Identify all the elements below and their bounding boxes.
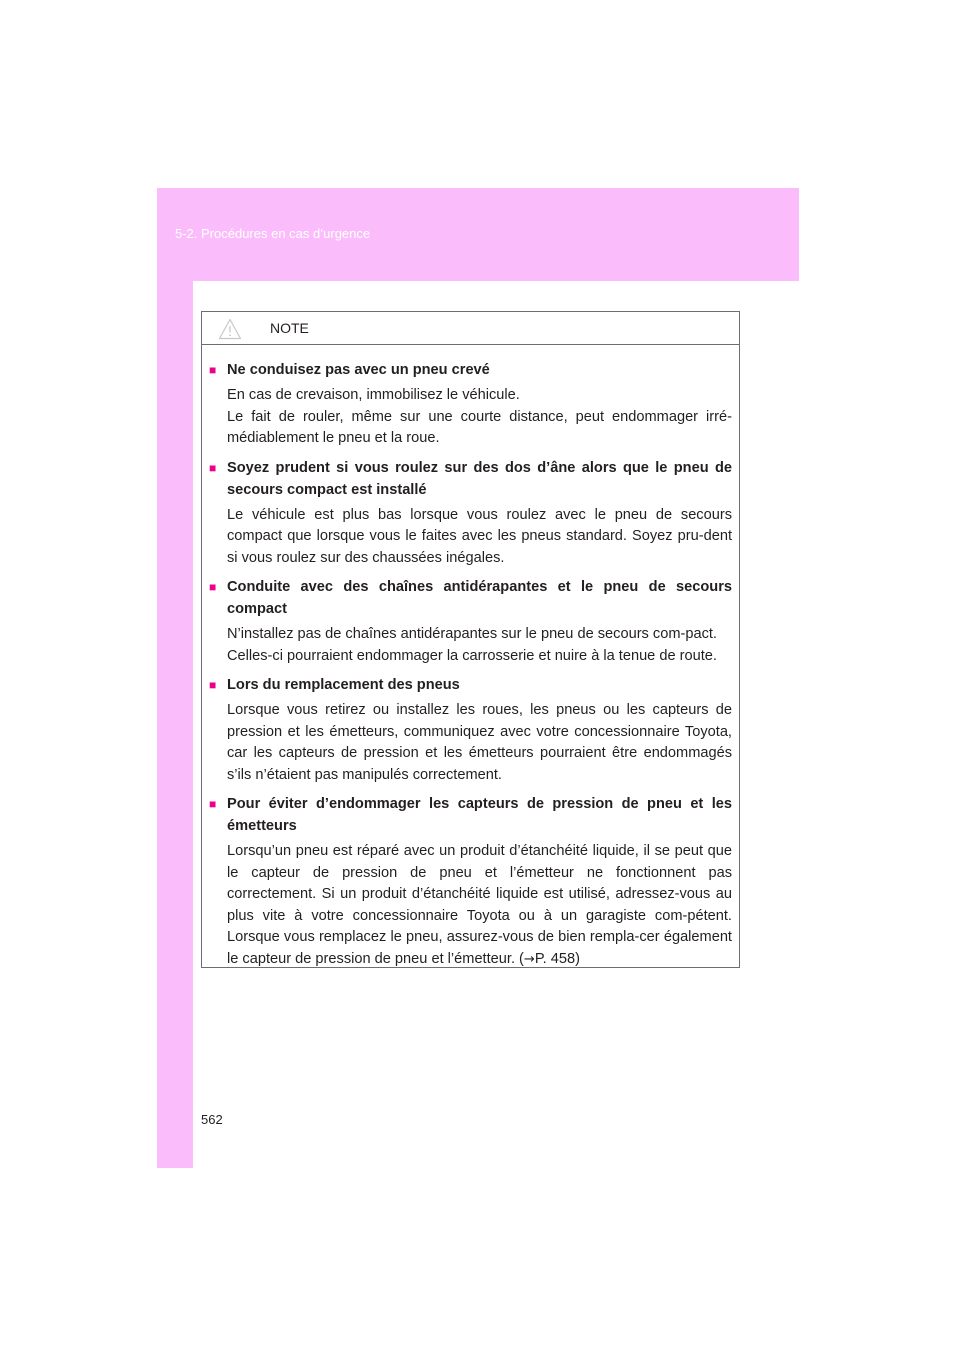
note-item-title: Ne conduisez pas avec un pneu crevé — [227, 362, 490, 378]
square-bullet-icon: ■ — [209, 460, 217, 475]
note-paragraph: Le fait de rouler, même sur une courte distance, peut endommager irré-médiablement le pneu et la roue. — [227, 408, 732, 446]
note-item-title: Soyez prudent si vous roulez sur des dos d’âne alors que le pneu de secours compact est installé — [227, 459, 732, 498]
square-bullet-icon: ■ — [209, 678, 217, 692]
page-number: 562 — [201, 1112, 223, 1127]
note-paragraph: Lorsque vous retirez ou installez les roues, les pneus ou les capteurs de pression et les émetteurs, communiquez avec votre concessionnaire Toyota, car les capteurs de pression et les émetteurs pourraient être endommagés s’ils n’étaient pas manipulés correctement. — [227, 702, 732, 783]
note-paragraph: Celles-ci pourraient endommager la carrosserie et nuire à la tenue de route. — [227, 647, 717, 664]
note-body — [202, 345, 739, 970]
note-box — [201, 311, 740, 968]
note-item — [209, 576, 732, 667]
note-item — [209, 793, 732, 970]
square-bullet-icon: ■ — [209, 797, 217, 811]
note-item — [209, 457, 732, 570]
note-paragraph: En cas de crevaison, immobilisez le véhicule. — [227, 387, 520, 403]
note-item-title: Conduite avec des chaînes antidérapantes et le pneu de secours compact — [227, 579, 732, 617]
note-header — [202, 312, 739, 345]
note-item-title: Lors du remplacement des pneus — [227, 677, 460, 693]
note-paragraph-text: Lorsqu’un pneu est réparé avec un produit d’étanchéité liquide, il se peut que le capteur de pression de pneu et l’émetteur ne fonctionnent pas correctement. Si un produit d’étanchéité liquide est utilisé, adressez-vous au plus vite à votre concessionnaire Toyota ou à un garagiste com-pétent. Lorsque vous remplacez le pneu, assurez-vous de bien rempla-cer également le capteur de pression de pneu et l’émetteur. ( — [227, 843, 732, 967]
arrow-right-icon: → — [523, 951, 535, 967]
warning-triangle-icon — [218, 318, 242, 340]
note-item — [209, 359, 732, 450]
note-item — [209, 674, 732, 786]
note-label: NOTE — [270, 320, 309, 336]
note-paragraph: Le véhicule est plus bas lorsque vous roulez avec le pneu de secours compact que lorsque vous le faites avec les pneus standard. Soyez pru-dent si vous roulez sur des chaussées inégales. — [227, 506, 732, 566]
page-reference-link[interactable]: P. 458) — [534, 950, 580, 967]
note-item-title: Pour éviter d’endommager les capteurs de pression de pneu et les émetteurs — [227, 796, 732, 834]
side-strip — [157, 281, 193, 1168]
square-bullet-icon: ■ — [209, 580, 217, 594]
square-bullet-icon: ■ — [209, 363, 217, 377]
section-title: 5-2. Procédures en cas d’urgence — [175, 226, 371, 241]
note-paragraph: N’installez pas de chaînes antidérapantes sur le pneu de secours com-pact. — [227, 626, 717, 642]
note-paragraph — [227, 841, 732, 970]
